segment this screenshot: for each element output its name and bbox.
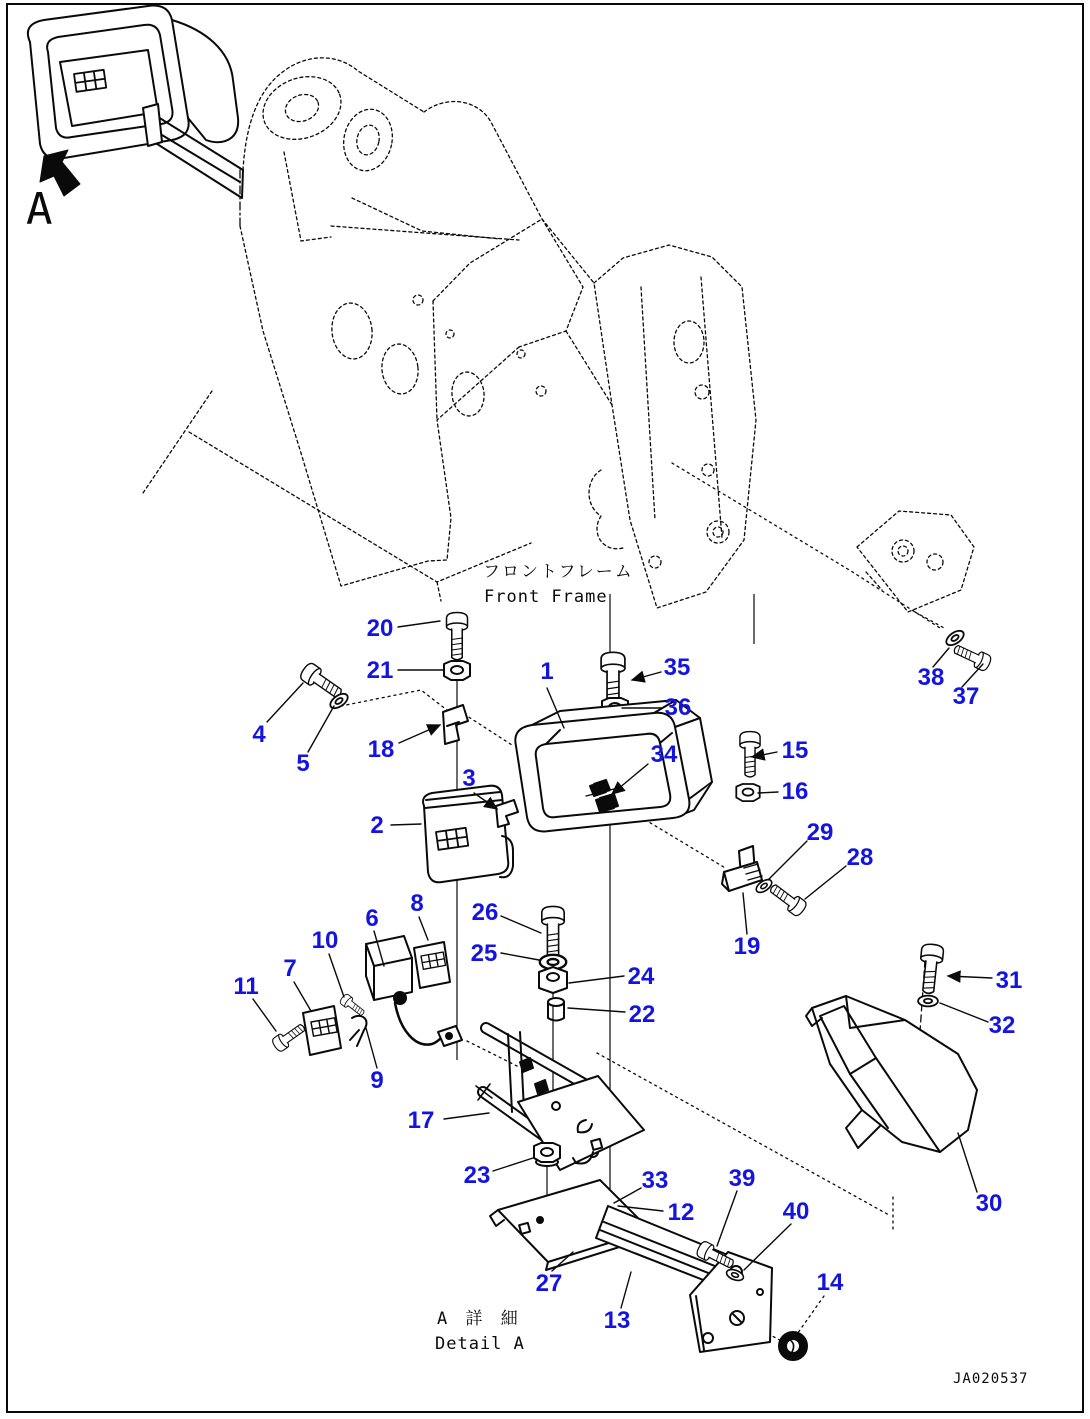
callout-4: 4 bbox=[252, 721, 266, 748]
callout-23: 23 bbox=[463, 1162, 491, 1189]
callout-12: 12 bbox=[667, 1199, 695, 1226]
callout-10: 10 bbox=[311, 927, 339, 954]
callout-2: 2 bbox=[370, 812, 384, 839]
part-32-washer bbox=[918, 996, 938, 1007]
part-13-arm bbox=[596, 1206, 772, 1352]
part-10-screw bbox=[339, 993, 367, 1019]
callout-32: 32 bbox=[988, 1012, 1016, 1039]
callout-8: 8 bbox=[410, 890, 424, 917]
part-2-head-lamp bbox=[423, 786, 513, 883]
callout-38: 38 bbox=[917, 664, 945, 691]
callout-14: 14 bbox=[816, 1269, 844, 1296]
part-16-nut bbox=[736, 784, 759, 801]
callout-27: 27 bbox=[535, 1270, 563, 1297]
alignment-dotted-lines bbox=[341, 463, 946, 1343]
callout-26: 26 bbox=[471, 899, 499, 926]
part-8-plate bbox=[414, 942, 450, 988]
part-26-bolt bbox=[542, 906, 564, 956]
callout-25: 25 bbox=[470, 940, 498, 967]
part-22-spacer bbox=[548, 998, 564, 1021]
drawing-number: JA020537 bbox=[953, 1371, 1029, 1387]
callout-36: 36 bbox=[664, 694, 692, 721]
callout-39: 39 bbox=[728, 1165, 756, 1192]
callout-6: 6 bbox=[365, 905, 379, 932]
part-19-bracket bbox=[722, 846, 762, 891]
callout-28: 28 bbox=[846, 844, 874, 871]
part-28-bolt bbox=[767, 880, 809, 917]
callout-40: 40 bbox=[782, 1198, 810, 1225]
view-letter: A bbox=[26, 184, 53, 235]
callout-24: 24 bbox=[627, 963, 655, 990]
callout-5: 5 bbox=[296, 750, 310, 777]
callout-21: 21 bbox=[366, 657, 394, 684]
callout-22: 22 bbox=[628, 1001, 656, 1028]
part-30-cover bbox=[806, 996, 977, 1152]
callout-20: 20 bbox=[366, 615, 394, 642]
part-24-nut bbox=[539, 967, 567, 993]
part-37-bolt bbox=[951, 641, 992, 672]
part-23-nut bbox=[534, 1143, 560, 1166]
callout-34: 34 bbox=[650, 741, 678, 768]
callout-29: 29 bbox=[806, 819, 834, 846]
callout-18: 18 bbox=[367, 736, 395, 763]
callout-33: 33 bbox=[641, 1167, 669, 1194]
front-frame-label-jp: フロントフレーム bbox=[483, 562, 634, 582]
callout-11: 11 bbox=[233, 973, 259, 1000]
part-3-clip bbox=[496, 800, 518, 827]
part-18-clip bbox=[443, 705, 468, 744]
callout-7: 7 bbox=[283, 955, 297, 982]
detail-a-label-jp: A 詳 細 bbox=[437, 1309, 522, 1329]
front-frame-label-en: Front Frame bbox=[484, 587, 608, 607]
detail-a-label-en: Detail A bbox=[435, 1334, 525, 1354]
callout-16: 16 bbox=[781, 778, 809, 805]
part-14-grommet bbox=[779, 1332, 807, 1360]
part-38-washer bbox=[944, 628, 966, 648]
part-11-screw bbox=[271, 1020, 308, 1052]
callout-19: 19 bbox=[733, 933, 761, 960]
callout-30: 30 bbox=[975, 1190, 1003, 1217]
callout-37: 37 bbox=[952, 683, 980, 710]
part-31-bolt bbox=[917, 943, 944, 994]
part-9-clip bbox=[350, 1016, 366, 1046]
callout-3: 3 bbox=[462, 765, 476, 792]
callout-35: 35 bbox=[663, 654, 691, 681]
callout-31: 31 bbox=[995, 967, 1023, 994]
callout-17: 17 bbox=[407, 1107, 435, 1134]
part-1-guard-frame bbox=[515, 700, 712, 831]
callout-15: 15 bbox=[781, 737, 809, 764]
part-7-plate bbox=[303, 1006, 341, 1055]
callout-1: 1 bbox=[540, 658, 554, 685]
part-20-bolt bbox=[447, 613, 468, 660]
part-21-nut bbox=[444, 661, 470, 680]
callout-13: 13 bbox=[603, 1307, 631, 1334]
part-15-bolt bbox=[740, 732, 760, 777]
callout-9: 9 bbox=[370, 1067, 384, 1094]
